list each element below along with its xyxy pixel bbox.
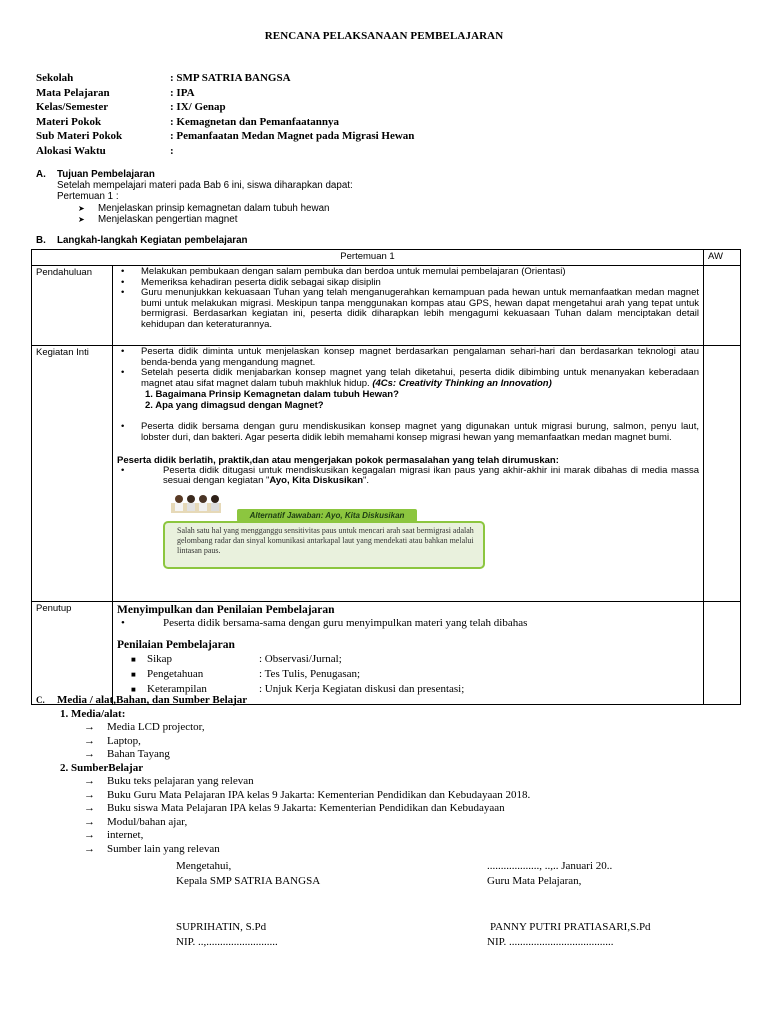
answer-banner: Alternatif Jawaban: Ayo, Kita Diskusikan [237, 509, 417, 522]
info-row-time [36, 144, 414, 159]
closing-heading: Menyimpulkan dan Penilaian Pembelajaran [117, 604, 335, 616]
source-text: internet, [107, 829, 144, 841]
source-text: Buku siswa Mata Pelajaran IPA kelas 9 Jakarta: Kementerian Pendidikan dan Kebudayaan [107, 802, 505, 814]
arrow-icon: → [84, 775, 95, 787]
assessment-value: : Observasi/Jurnal; [259, 653, 342, 665]
table-row-kegiatan-inti [32, 346, 741, 602]
source-text: Modul/bahan ajar, [107, 815, 188, 828]
info-value: : Kemagnetan dan Pemanfaatannya [170, 115, 339, 128]
media-heading: 1. Media/alat: [60, 707, 126, 720]
activity-table [31, 249, 741, 705]
principal-signature-block [176, 859, 320, 950]
arrow-icon: → [84, 748, 95, 760]
question-1: 1. Bagaimana Prinsip Kemagnetan dalam tubuh Hewan? [145, 389, 399, 401]
list-item: • Guru menunjukkan kekuasaan Tuhan yang telah menganugerahkan kemampuan pada hewan untuk memanfaatkan medan magnet bumi untuk melakukan migrasi. Meskipun tanpa menggunakan kompas atau GPS, hewan dapat mengetahui arah yang tepat untuk bermigrasi. Berdasarkan kegiatan ini, peserta didik diharapkan lebih mengagumi kekuasaan Tuhan dalam menciptakan detail kehidupan dan keteraturannya. [117, 288, 699, 330]
emphasis-text: (4Cs: Creativity Thinking an Innovation) [372, 377, 552, 389]
list-item: • Peserta didik bersama-sama dengan guru menyimpulkan materi yang telah dibahas [117, 617, 699, 630]
aw-header: AW [704, 250, 741, 266]
teacher-signature-block [487, 859, 651, 950]
arrow-icon: → [84, 815, 95, 828]
meeting-label: Pertemuan 1 : [57, 191, 119, 203]
principal-title: Kepala SMP SATRIA BANGSA [176, 875, 321, 887]
date-line: ..................., ..,.. Januari 20.. [487, 860, 613, 872]
teacher-name: PANNY PUTRI PRATIASARI,S.Pd [490, 921, 651, 933]
info-value: : [170, 144, 174, 157]
objectives-intro: Setelah mempelajari materi pada Bab 6 ini, siswa diharapkan dapat: [57, 180, 353, 192]
info-row-school [36, 71, 414, 86]
section-a-heading [36, 169, 353, 180]
section-c-heading [36, 694, 530, 708]
assessment-label: Sikap [147, 653, 173, 665]
source-text: Buku teks pelajaran yang relevan [107, 775, 254, 787]
objective-item [36, 203, 353, 214]
aw-cell [704, 346, 741, 602]
arrow-icon: → [84, 802, 95, 814]
list-item: • Peserta didik bersama dengan guru mendiskusikan konsep magnet yang digunakan untuk migrasi burung, salmon, penyu laut, lobster duri, dan bakteri. Agar peserta didik lebih memahami konsep migrasi hewan yang memanfaatkan medan magnet bumi. [117, 422, 699, 443]
principal-name: SUPRIHATIN, S.Pd [176, 921, 267, 933]
teacher-title: Guru Mata Pelajaran, [487, 875, 582, 887]
info-label: Mata Pelajaran [36, 86, 110, 99]
source-item [36, 789, 530, 803]
section-learning-objectives [36, 169, 353, 225]
answer-text: Salah satu hal yang mengganggu sensitivitas paus untuk mencari arah saat bermigrasi adalah gelombang radar dan sinyal komunikasi antarkapal laut yang mendekati atau bahkan melalui lintasan paus. [163, 521, 485, 569]
section-title: Tujuan Pembelajaran [57, 169, 155, 180]
square-bullet-icon: ■ [131, 655, 136, 664]
objective-item [36, 214, 353, 225]
source-item [36, 829, 530, 843]
table-row-pendahuluan [32, 266, 741, 346]
answer-image [163, 493, 493, 577]
list-item-text: Setelah peserta didik menjabarkan konsep magnet yang telah diketahui, peserta didik dibimbing untuk menanyakan keberadaan magnet atau sifat magnet dalam tubuh makhluk hidup. [141, 367, 699, 389]
source-item [36, 802, 530, 816]
section-letter: C. [36, 695, 45, 705]
teacher-nip: NIP. ...................................... [487, 936, 614, 948]
info-value: : IPA [170, 86, 195, 99]
square-bullet-icon: ■ [131, 670, 136, 679]
list-item-text: ". [363, 475, 370, 487]
assessment-heading: Penilaian Pembelajaran [117, 639, 235, 651]
table-header-row [32, 250, 741, 266]
arrow-icon: → [84, 788, 95, 801]
info-row-class [36, 100, 414, 115]
identity-block [36, 71, 414, 158]
info-label: Alokasi Waktu [36, 144, 106, 157]
media-item [36, 735, 530, 749]
row-content [113, 602, 704, 705]
source-text: Sumber lain yang relevan [107, 842, 220, 855]
arrowhead-icon: ➤ [78, 203, 85, 213]
info-row-subtopic [36, 129, 414, 144]
arrow-icon: → [84, 829, 95, 841]
info-label: Kelas/Semester [36, 101, 109, 113]
students-illustration [171, 493, 221, 513]
list-item: • Peserta didik diminta untuk menjelaskan konsep magnet berdasarkan pengalaman sehari-hari dan berdasarkan teknologi atau benda-benda yang mengandung magnet. [117, 347, 699, 368]
practice-heading: Peserta didik berlatih, praktik,dan atau mengerjakan pokok permasalahan yang telah dirumuskan: [117, 454, 559, 466]
source-text: Buku Guru Mata Pelajaran IPA kelas 9 Jakarta: Kementerian Pendidikan dan Kebudayaan 2018. [107, 788, 531, 801]
emphasis-text: Ayo, Kita Diskusikan [269, 475, 363, 487]
assessment-value: : Tes Tulis, Penugasan; [259, 668, 361, 680]
assessment-item [131, 667, 699, 682]
arrow-icon: → [84, 842, 95, 855]
arrow-icon: → [84, 734, 95, 747]
info-value: : Pemanfaatan Medan Magnet pada Migrasi Hewan [170, 130, 415, 142]
objective-text: Menjelaskan pengertian magnet [98, 213, 238, 225]
question-2: 2. Apa yang dimagsud dengan Magnet? [145, 400, 324, 412]
info-row-topic [36, 115, 414, 130]
section-title: Media / alat,Bahan, dan Sumber Belajar [57, 694, 248, 706]
acknowledged-label: Mengetahui, [176, 860, 232, 872]
principal-nip: NIP. ..,.......................... [176, 936, 278, 948]
document-title: RENCANA PELAKSANAAN PEMBELAJARAN [264, 30, 504, 42]
row-label: Kegiatan Inti [32, 346, 113, 602]
meeting-header: Pertemuan 1 [32, 250, 704, 266]
section-letter: A. [36, 169, 46, 180]
assessment-label: Pengetahuan [147, 668, 204, 680]
assessment-value: : Unjuk Kerja Kegiatan diskusi dan presentasi; [259, 683, 465, 695]
section-b-heading [36, 235, 248, 246]
sources-heading: 2. SumberBelajar [60, 761, 144, 774]
media-text: Media LCD projector, [107, 721, 205, 733]
info-value: : IX/ Genap [170, 101, 226, 113]
info-label: Sub Materi Pokok [36, 130, 123, 142]
square-bullet-icon: ■ [131, 685, 136, 694]
media-item [36, 721, 530, 735]
info-value: : SMP SATRIA BANGSA [170, 72, 291, 84]
section-letter: B. [36, 235, 46, 246]
section-title: Langkah-langkah Kegiatan pembelajaran [57, 235, 248, 246]
aw-cell [704, 602, 741, 705]
row-label: Penutup [32, 602, 113, 705]
row-content [113, 266, 704, 346]
arrow-icon: → [84, 721, 95, 733]
objective-text: Menjelaskan prinsip kemagnetan dalam tubuh hewan [98, 202, 330, 214]
info-row-subject [36, 86, 414, 101]
table-row-penutup [32, 602, 741, 705]
source-item [36, 816, 530, 830]
list-item-text: Peserta didik ditugasi untuk mendiskusikan kegagalan migrasi ikan paus yang akhir-akhir ini marak dibahas di media massa sesuai dengan kegiatan " [163, 464, 699, 487]
aw-cell [704, 266, 741, 346]
list-item [117, 466, 699, 487]
list-item [117, 368, 699, 389]
arrowhead-icon: ➤ [78, 214, 85, 224]
row-label: Pendahuluan [32, 266, 113, 346]
media-item [36, 748, 530, 762]
list-item: • Memeriksa kehadiran peserta didik sebagai sikap disiplin [117, 278, 699, 289]
info-label: Materi Pokok [36, 115, 102, 128]
list-item: • Melakukan pembukaan dengan salam pembuka dan berdoa untuk memulai pembelajaran (Orientasi) [117, 267, 699, 278]
info-label: Sekolah [36, 72, 74, 84]
assessment-item [131, 652, 699, 667]
assessment-label: Keterampilan [147, 683, 207, 695]
media-text: Bahan Tayang [107, 748, 170, 760]
source-item [36, 843, 530, 857]
row-content [113, 346, 704, 602]
section-media-sources [36, 694, 530, 856]
media-text: Laptop, [107, 734, 141, 747]
source-item [36, 775, 530, 789]
